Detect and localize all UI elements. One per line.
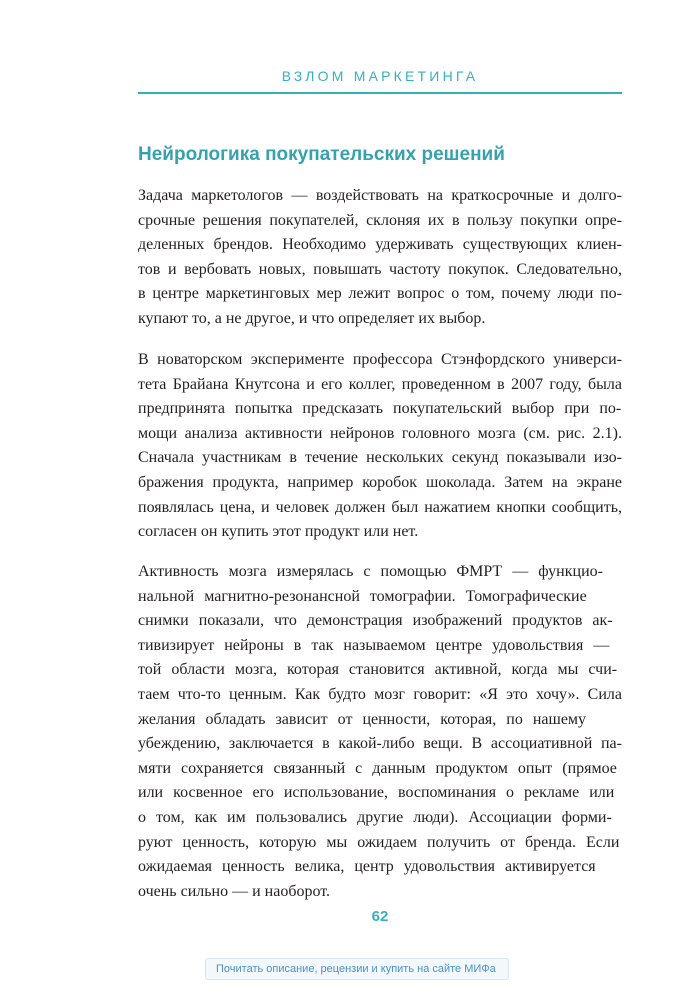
header-rule <box>138 92 622 94</box>
text-line: или косвенное его использование, воспоминания о рекламе или <box>138 784 615 802</box>
running-head: ВЗЛОМ МАРКЕТИНГА <box>281 68 479 84</box>
promo-link[interactable]: Почитать описание, рецензии и купить на сайте МИФа <box>205 958 509 980</box>
section-title: Нейрологика покупательских решений <box>138 144 505 165</box>
text-line: Активность мозга измерялась с помощью ФМРТ — функцио- <box>138 563 603 580</box>
page-number: 62 <box>371 908 389 925</box>
text-line: руют ценность, которую мы ожидаем получить от бренда. Если <box>138 833 620 851</box>
text-line: бражения продукта, например коробок шоколада. Затем на экране <box>138 473 622 491</box>
text-line: тивизирует нейроны в так называемом центре удовольствия — <box>138 636 610 654</box>
text-line: снимки показали, что демонстрация изображений продуктов ак- <box>138 612 613 630</box>
paragraph-2 <box>138 348 622 545</box>
text-line: срочные решения покупателей, склоняя их в пользу покупки опре- <box>138 211 622 229</box>
text-line: тов и вербовать новых, повышать частоту покупок. Следовательно, <box>138 260 622 278</box>
text-line: В новаторском эксперименте профессора Стэнфордского универси- <box>138 351 622 368</box>
text-line: мяти сохраняется связанный с данным продуктом опыт (прямое <box>138 759 617 777</box>
text-line: тета Брайана Кнутсона и его коллег, проведенном в 2007 году, была <box>138 375 622 393</box>
text-line: мощи анализа активности нейронов головного мозга (см. рис. 2.1). <box>138 424 622 442</box>
text-line: предпринята попытка предсказать покупательский выбор при по- <box>138 400 622 418</box>
text-line: в центре маркетинговых мер лежит вопрос о том, почему люди по- <box>138 285 622 303</box>
text-line: желания обладать зависит от ценности, которая, по нашему <box>138 710 587 728</box>
text-line: очень сильно — и наоборот. <box>138 882 331 900</box>
paragraph-1 <box>138 184 622 332</box>
text-line: появлялась цена, и человек должен был нажатием кнопки сообщить, <box>138 498 622 516</box>
text-line: той области мозга, которая становится активной, когда мы счи- <box>138 661 618 679</box>
text-line: деленных брендов. Необходимо удерживать существующих клиен- <box>138 236 622 254</box>
text-line: согласен он купить этот продукт или нет. <box>138 523 419 541</box>
text-line: убеждению, заключается в какой-либо вещи. В ассоциативной па- <box>138 735 622 753</box>
text-line: ожидаемая ценность велика, центр удовольствия активируется <box>138 858 596 876</box>
text-line: таем что-то ценным. Как будто мозг говорит: «Я это хочу». Сила <box>138 685 622 703</box>
paragraph-3 <box>138 560 622 904</box>
text-line: Задача маркетологов — воздействовать на краткосрочные и долго- <box>138 187 622 204</box>
text-line: Сначала участникам в течение нескольких секунд показывали изо- <box>138 449 622 467</box>
text-line: нальной магнитно-резонансной томографии. Томографические <box>138 587 587 605</box>
text-line: купают то, а не другое, и что определяет их выбор. <box>138 309 486 327</box>
text-line: о том, как им пользовались другие люди). Ассоциации форми- <box>138 808 612 826</box>
